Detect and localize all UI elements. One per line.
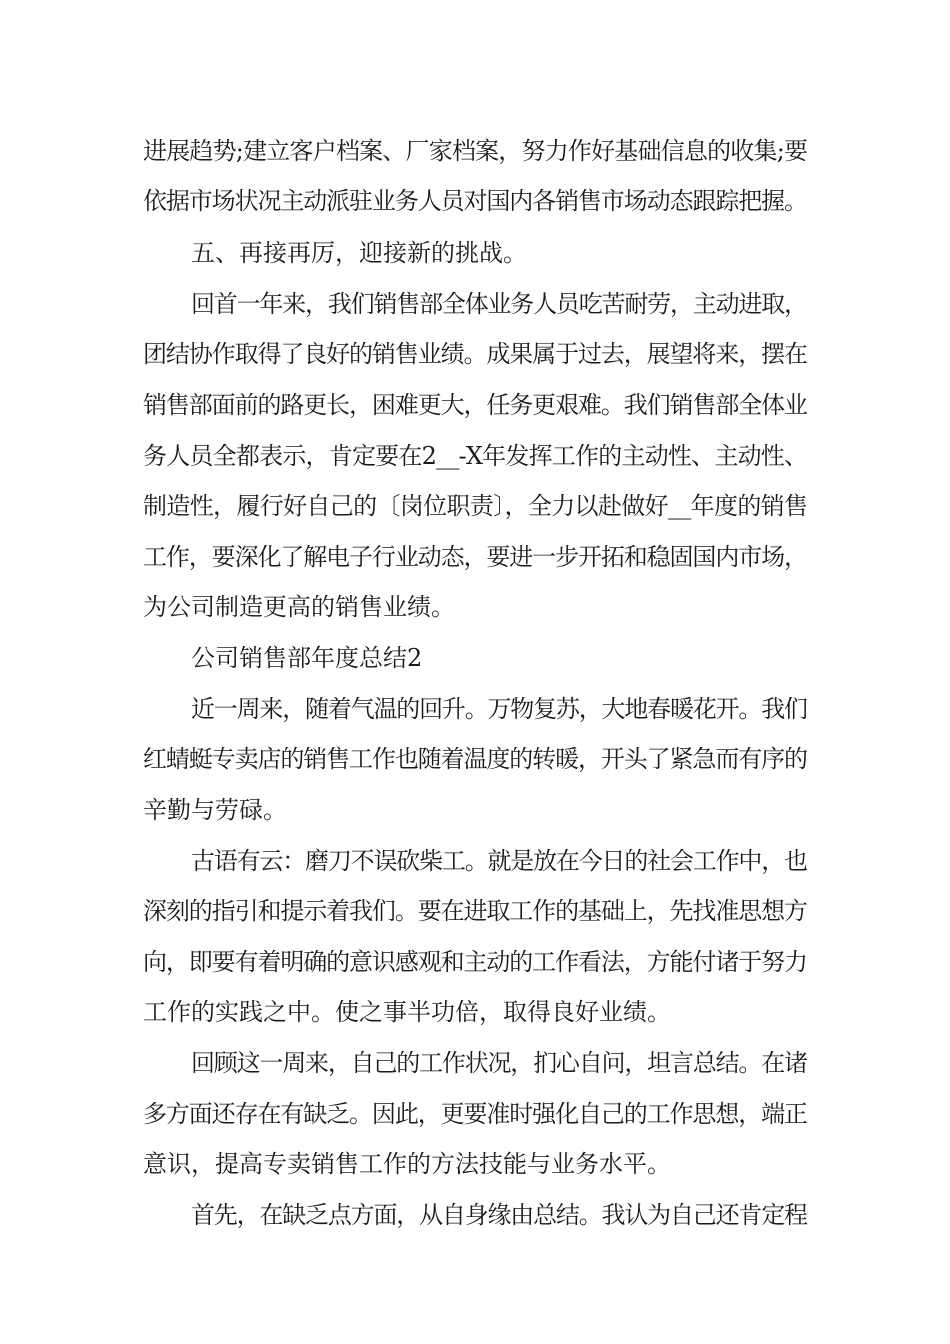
line-text: 销售部面前的路更长，困难更大，任务更艰难。我们销售部全体业 xyxy=(143,391,807,419)
line-text: 意识，提高专卖销售工作的方法技能与业务水平。 xyxy=(143,1150,671,1178)
text-line xyxy=(0,338,950,370)
line-text: 向，即要有着明确的意识感观和主动的工作看法，方能付诸于努力 xyxy=(143,948,807,976)
text-line xyxy=(0,1148,950,1180)
text-line xyxy=(0,1199,950,1231)
line-text: 制造性，履行好自己的〔岗位职责〕，全力以赴做好__年度的销售 xyxy=(143,492,808,520)
line-text: 进展趋势;建立客户档案、厂家档案，努力作好基础信息的收集;要 xyxy=(143,137,808,165)
line-text: 红蜻蜓专卖店的销售工作也随着温度的转暖，开头了紧急而有序的 xyxy=(143,745,807,773)
text-line xyxy=(0,389,950,421)
line-text: 公司销售部年度总结2 xyxy=(191,644,423,672)
line-text: 辛勤与劳碌。 xyxy=(143,796,287,824)
line-text: 工作的实践之中。使之事半功倍，取得良好业绩。 xyxy=(143,998,671,1026)
text-line xyxy=(0,895,950,927)
text-line xyxy=(0,794,950,826)
line-text: 工作，要深化了解电子行业动态，要进一步开拓和稳固国内市场， xyxy=(143,543,807,571)
line-text: 多方面还存在有缺乏。因此，更要准时强化自己的工作思想，端正 xyxy=(143,1100,807,1128)
line-text: 团结协作取得了良好的销售业绩。成果属于过去，展望将来，摆在 xyxy=(143,340,807,368)
line-text: 古语有云：磨刀不误砍柴工。就是放在今日的社会工作中，也 xyxy=(191,847,807,875)
text-line xyxy=(0,946,950,978)
text-line xyxy=(0,541,950,573)
text-line xyxy=(0,1047,950,1079)
text-line xyxy=(0,288,950,320)
line-text: 为公司制造更高的销售业绩。 xyxy=(143,593,455,621)
line-text: 首先，在缺乏点方面，从自身缘由总结。我认为自己还肯定程 xyxy=(191,1201,807,1229)
line-text: 深刻的指引和提示着我们。要在进取工作的基础上，先找准思想方 xyxy=(143,897,807,925)
line-text: 依据市场状况主动派驻业务人员对国内各销售市场动态跟踪把握。 xyxy=(143,187,807,215)
line-text: 务人员全都表示，肯定要在2__-X年发挥工作的主动性、主动性、 xyxy=(143,442,808,470)
section-heading xyxy=(0,237,950,269)
text-line xyxy=(0,743,950,775)
text-line xyxy=(0,490,950,522)
line-text: 五、再接再厉，迎接新的挑战。 xyxy=(191,239,527,267)
text-line xyxy=(0,135,950,167)
text-line xyxy=(0,693,950,725)
line-text: 回首一年来，我们销售部全体业务人员吃苦耐劳，主动进取， xyxy=(191,290,807,318)
text-line xyxy=(0,1098,950,1130)
text-line xyxy=(0,845,950,877)
text-line xyxy=(0,185,950,217)
text-line xyxy=(0,440,950,472)
line-text: 回顾这一周来，自己的工作状况，扪心自问，坦言总结。在诸 xyxy=(191,1049,807,1077)
text-line xyxy=(0,591,950,623)
text-line xyxy=(0,996,950,1028)
line-text: 近一周来，随着气温的回升。万物复苏，大地春暖花开。我们 xyxy=(191,695,807,723)
section-title xyxy=(0,642,950,674)
